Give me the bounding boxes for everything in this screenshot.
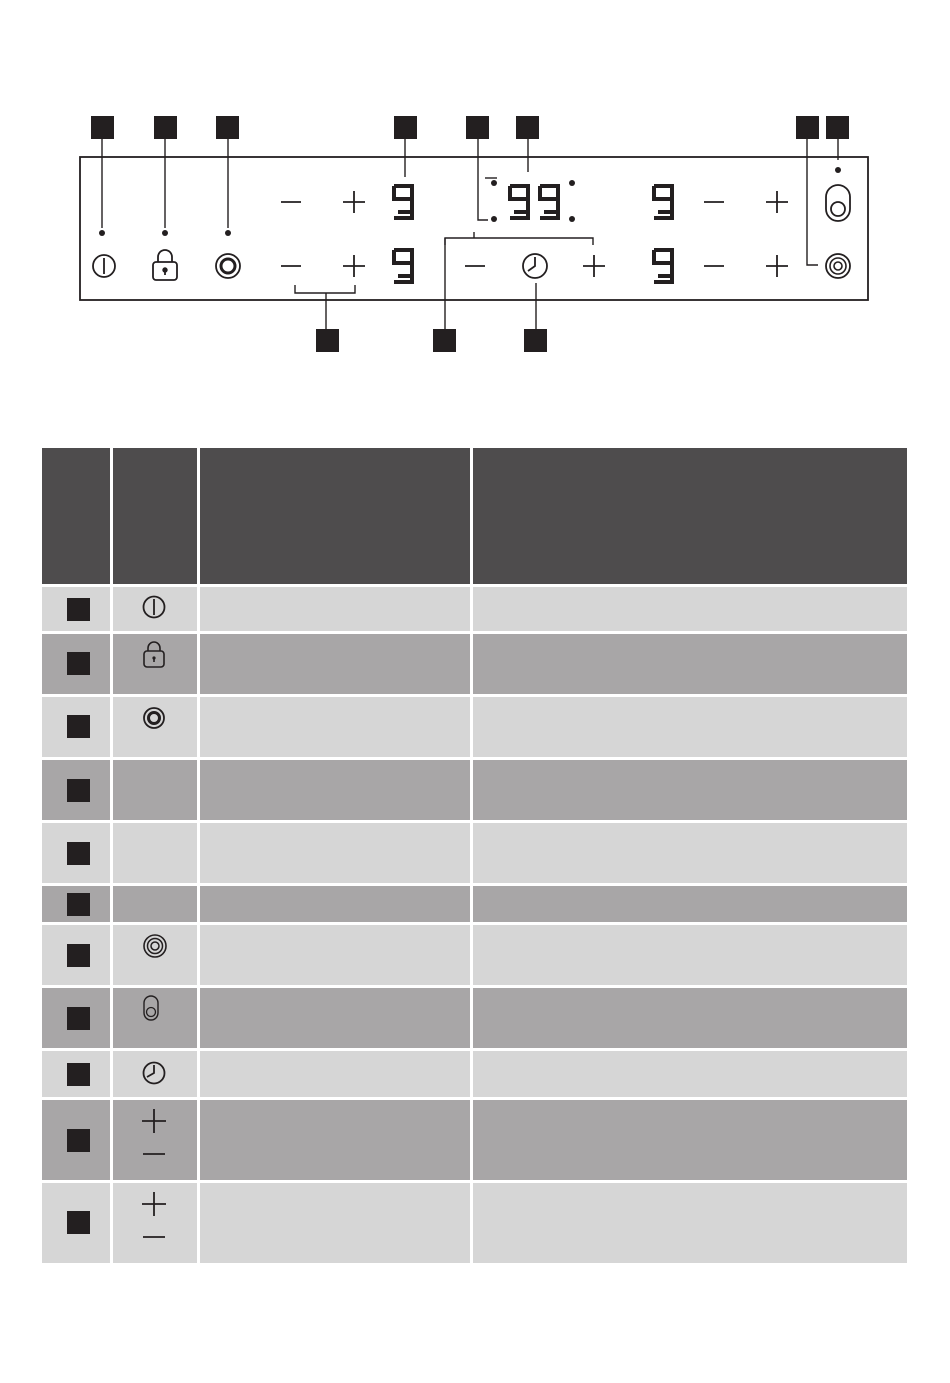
row-marker bbox=[67, 1007, 90, 1030]
row-marker bbox=[67, 944, 90, 967]
on-off-icon bbox=[141, 594, 167, 620]
row-marker bbox=[67, 598, 90, 621]
table-header-cell bbox=[200, 448, 470, 584]
timer-icon bbox=[141, 1060, 167, 1086]
row-marker bbox=[67, 652, 90, 675]
row-marker bbox=[67, 715, 90, 738]
row-marker bbox=[67, 779, 90, 802]
row-marker bbox=[67, 1211, 90, 1234]
table-header-cell bbox=[42, 448, 110, 584]
table-header-cell bbox=[113, 448, 197, 584]
table-header-cell bbox=[473, 448, 907, 584]
dual-zone-icon bbox=[142, 933, 168, 959]
row-marker bbox=[67, 1063, 90, 1086]
row-marker bbox=[67, 842, 90, 865]
row-marker bbox=[67, 1129, 90, 1152]
lock-icon bbox=[142, 641, 166, 669]
plus-minus-icon bbox=[140, 1107, 168, 1163]
booster-icon bbox=[142, 706, 166, 730]
row-marker bbox=[67, 893, 90, 916]
bridge-zone-icon bbox=[142, 994, 160, 1022]
plus-minus-icon bbox=[140, 1190, 168, 1246]
